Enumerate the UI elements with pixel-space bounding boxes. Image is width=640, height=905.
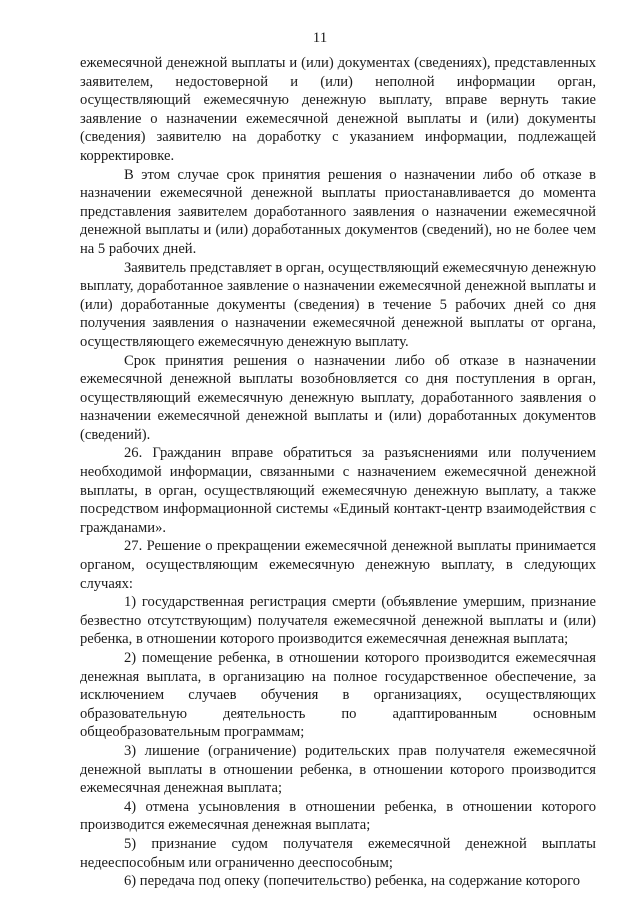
list-item-5: 5) признание судом получателя ежемесячной денежной выплаты недееспособным или ограниченно дееспособным;: [80, 835, 596, 871]
list-item-6: 6) передача под опеку (попечительство) ребенка, на содержание которого: [124, 873, 581, 890]
document-body: [80, 54, 596, 891]
list-item-3: 3) лишение (ограничение) родительских прав получателя ежемесячной денежной выплаты в отношении ребенка, в отношении которого производится ежемесячная денежная выплата;: [80, 742, 596, 797]
paragraph-period-resumed: Срок принятия решения о назначении либо об отказе в назначении ежемесячной денежной выплаты возобновляется со дня поступления в орган, осуществляющий ежемесячную денежную выплату, доработанного заявления о назначении ежемесячной денежной выплаты и (или) доработанных документов (сведений).: [80, 352, 596, 443]
list-item-2: 2) помещение ребенка, в отношении которого производится ежемесячная денежная выплата, в организацию на полное государственное обеспечение, за исключением случаев обучения в организациях, осуществляющих образовательную деятельность по адаптированным основным общеобразовательным программам;: [80, 650, 596, 741]
paragraph-suspension-period: В этом случае срок принятия решения о назначении либо об отказе в назначении ежемесячной денежной выплаты приостанавливается до момента представления заявителем доработанного заявления о назначении ежемесячной денежной выплаты и (или) доработанных документов (сведений), но не более чем на 5 рабочих дней.: [80, 166, 596, 257]
list-item-4: 4) отмена усыновления в отношении ребенка, в отношении которого производится ежемесячная денежная выплата;: [80, 798, 596, 834]
page-number: 11: [312, 30, 328, 46]
paragraph-continuation: ежемесячной денежной выплаты и (или) документах (сведениях), представленных заявителем, недостоверной и (или) неполной информации орган, осуществляющий ежемесячную денежную выплату, вправе вернуть такие заявление о назначении ежемесячной денежной выплаты и (или) документы (сведения) заявителю на доработку с указанием информации, подлежащей корректировке.: [80, 55, 596, 164]
paragraph-clause-27: 27. Решение о прекращении ежемесячной денежной выплаты принимается органом, осуществляющим ежемесячную денежную выплату, в следующих случаях:: [80, 538, 596, 592]
paragraph-applicant-resubmission: Заявитель представляет в орган, осуществляющий ежемесячную денежную выплату, доработанное заявление о назначении ежемесячной денежной выплаты и (или) доработанные документы (сведения) в течение 5 рабочих дней со дня получения заявления о назначении ежемесячной денежной выплаты от органа, осуществляющего ежемесячную денежную выплату.: [80, 259, 596, 350]
paragraph-clause-26: 26. Гражданин вправе обратиться за разъяснениями или получением необходимой информации, связанными с назначением ежемесячной денежной выплаты, в орган, осуществляющий ежемесячную денежную выплату, а также посредством информационной системы «Единый контакт-центр взаимодействия с гражданами».: [80, 445, 596, 536]
list-item-1: 1) государственная регистрация смерти (объявление умершим, признание безвестно отсутствующим) получателя ежемесячной денежной выплаты и (или) ребенка, в отношении которого производится ежемесячная денежная выплата;: [80, 594, 596, 648]
